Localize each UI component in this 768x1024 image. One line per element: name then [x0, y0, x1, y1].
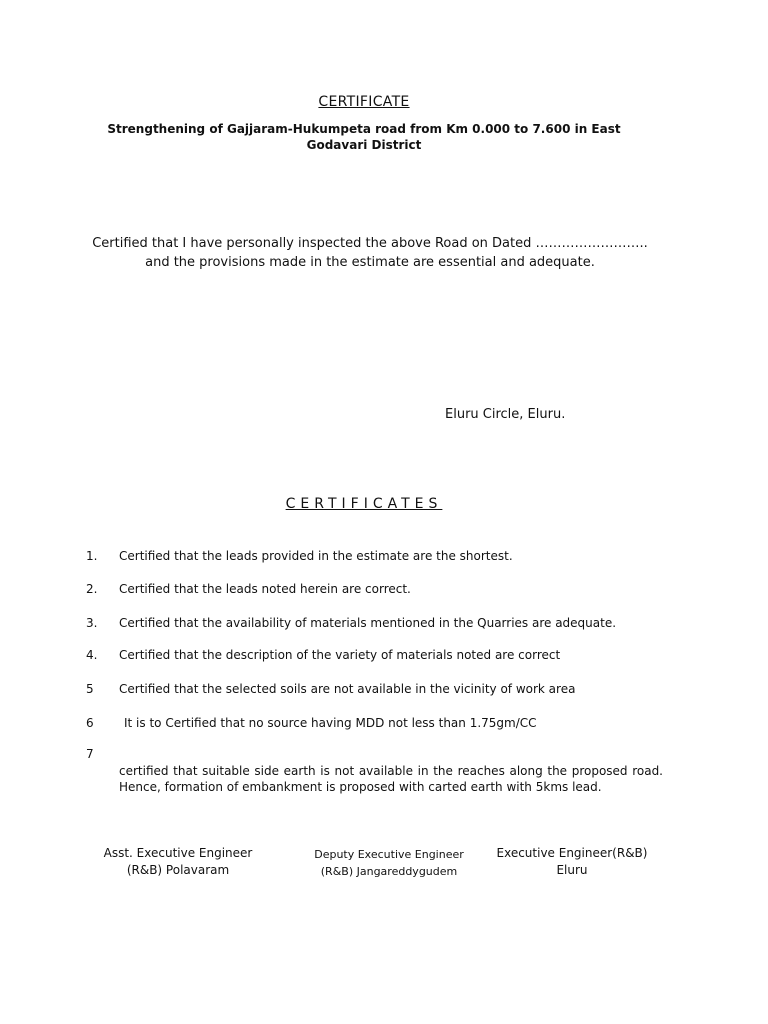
inspection-line-1: Certified that I have personally inspected the above Road on Dated ……………………..: [92, 236, 648, 251]
signature-title: Deputy Executive Engineer: [314, 848, 464, 861]
work-subtitle: [80, 121, 648, 153]
item-text: Certified that the leads provided in the estimate are the shortest.: [119, 549, 513, 563]
signature-office: (R&B) Jangareddygudem: [320, 865, 458, 878]
inspection-line-2: and the provisions made in the estimate are essential and adequate.: [145, 255, 595, 270]
item-number: 2.: [86, 582, 98, 596]
subtitle-line-2: Godavari District: [306, 138, 422, 152]
item-text: certified that suitable side earth is not available in the reaches along the proposed road. Hence, formation of embankment is proposed with carted earth with 5kms lead.: [119, 764, 663, 794]
signature-office: (R&B) Polavaram: [126, 863, 230, 877]
office-location: Eluru Circle, Eluru.: [445, 407, 566, 422]
item-text: Certified that the availability of materials mentioned in the Quarries are adequate.: [119, 616, 617, 630]
item-number: 6: [86, 716, 94, 730]
item-number: 7: [86, 747, 94, 761]
signature-office: Eluru: [556, 863, 588, 877]
item-text: Certified that the description of the variety of materials noted are correct: [119, 648, 561, 662]
signature-block-asst-engineer: [88, 845, 268, 879]
item-text: It is to Certified that no source having MDD not less than 1.75gm/CC: [124, 716, 537, 730]
certificates-title: CERTIFICATES: [285, 496, 443, 512]
signature-title: Asst. Executive Engineer: [103, 846, 253, 860]
item-number: 4.: [86, 648, 98, 662]
certificate-title: CERTIFICATE: [318, 94, 410, 110]
item-number: 5: [86, 682, 94, 696]
signature-block-deputy-engineer: [304, 846, 474, 880]
item-number: 1.: [86, 549, 98, 563]
subtitle-line-1: Strengthening of Gajjaram-Hukumpeta road from Km 0.000 to 7.600 in East: [107, 122, 621, 136]
inspection-statement: [0, 234, 740, 272]
signature-block-executive-engineer: [480, 845, 664, 879]
item-text: Certified that the selected soils are not available in the vicinity of work area: [119, 682, 576, 696]
item-text: Certified that the leads noted herein are correct.: [119, 582, 411, 596]
item-number: 3.: [86, 616, 98, 630]
signature-title: Executive Engineer(R&B): [496, 846, 648, 860]
